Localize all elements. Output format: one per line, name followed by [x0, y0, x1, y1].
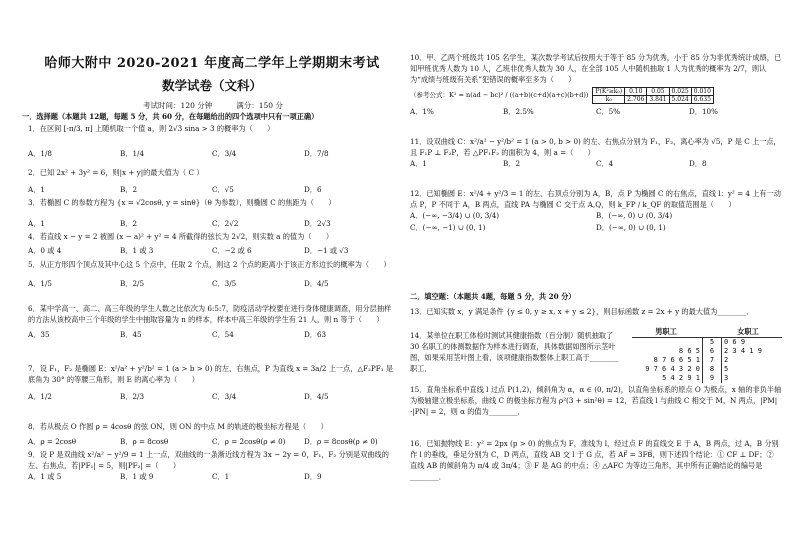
option-b[interactable]: B．1 或 3	[120, 246, 154, 255]
question-4	[28, 231, 396, 259]
male-leaves: 9 7 6 4 3 2 0	[645, 365, 700, 373]
option-b[interactable]: B．2.5%	[503, 107, 534, 116]
full-score: 满分：150 分	[236, 101, 283, 110]
option-c[interactable]: C．5%	[596, 107, 621, 116]
female-leaves: 2	[724, 356, 729, 364]
exam-subtitle: 数学试卷（文科）	[161, 78, 262, 93]
option-a[interactable]: A．(−∞, −3/4) ∪ (0, 3/4)	[410, 211, 500, 220]
table-row	[632, 338, 782, 348]
question-10	[410, 52, 782, 117]
option-b[interactable]: B．2/3	[120, 392, 145, 401]
option-d[interactable]: D．9	[304, 472, 322, 481]
question-12	[410, 188, 782, 234]
table-row	[593, 96, 713, 104]
option-a[interactable]: A．1 或 5	[28, 472, 62, 481]
question-stem: 2．已知 2x² + 3y² = 6，则|x + y|的最大值为（ C ）	[28, 168, 204, 177]
question-stem: 10．甲、乙两个班级共 105 名学生，某次数学考试后按照大于等于 85 分为优秀，小于 85 分为非优秀统计成绩，已知甲班优秀人数为 10 人，乙班非优秀人数为 30 人，在全部 105 人中随机抽取 1 人为优秀的概率为 2/7，则认为“成绩与班级有关系”犯错误的概率至多为（ ）	[410, 53, 782, 84]
table-cell: 0.025	[669, 88, 691, 96]
stem-leaf-headers	[632, 326, 782, 337]
female-leaves: 0 6 9	[724, 338, 746, 346]
table-cell: 0.10	[625, 88, 647, 96]
option-c[interactable]: C．3/4	[212, 149, 237, 158]
option-b[interactable]: B．(−∞, 0) ∪ (0, 3/4)	[596, 211, 673, 220]
stem-leaf-table	[632, 337, 782, 383]
question-stem: 8．若从极点 O 作圆 ρ = 4cosθ 的弦 ON，则 ON 的中点 M 的轨迹的极坐标方程是（ ）	[28, 422, 328, 431]
question-options	[410, 158, 782, 169]
option-b[interactable]: B．2	[120, 219, 138, 228]
question-15: 15．直角坐标系中直线 l 过点 P(1,2)，倾斜角为 α，α ∈ (0, π/2)，以直角坐标系的原点 O 为极点，x 轴的非负半轴为极轴建立极坐标系，曲线 C 的极坐标方程为 ρ²(3 + sin²θ) = 12，若直线 l 与曲线 C 相交于 M，N 两点，|PM|·|PN| = 2，则 α 的值为________．	[410, 385, 782, 416]
option-c[interactable]: C．54	[212, 330, 234, 339]
option-a[interactable]: A．1%	[410, 107, 434, 116]
male-leaves: 8 6 5	[678, 347, 700, 355]
option-d[interactable]: D．4/5	[304, 392, 329, 401]
question-list-left	[28, 123, 396, 495]
option-a[interactable]: A．0 或 4	[28, 246, 62, 255]
option-b[interactable]: B．1/4	[120, 149, 145, 158]
option-b[interactable]: B．1 或 9	[120, 472, 154, 481]
question-9	[28, 449, 396, 495]
option-d[interactable]: D．ρ = 8cosθ(ρ ≠ 0)	[304, 437, 378, 446]
male-leaves: 8 7 6 6 5 1	[653, 356, 700, 364]
option-c[interactable]: C．ρ = 2cosθ(ρ ≠ 0)	[212, 437, 286, 446]
female-leaves: 2 3 4 1 9	[724, 347, 762, 355]
male-header: 男职工	[655, 327, 677, 336]
option-c[interactable]: C．2√2	[212, 219, 239, 228]
question-options	[28, 184, 396, 195]
question-options	[28, 391, 396, 402]
section-2-heading: 二．填空题：（本题共 4题，每题 5 分，共 20 分）	[410, 292, 576, 301]
option-d[interactable]: D．7/8	[304, 149, 329, 158]
question-options	[410, 210, 782, 234]
option-b[interactable]: B．2	[120, 185, 138, 194]
option-a[interactable]: A．35	[28, 330, 50, 339]
stem: 9	[703, 374, 722, 383]
stem: 5	[703, 338, 722, 348]
question-6	[28, 303, 396, 363]
question-options	[28, 218, 396, 229]
question-options	[28, 245, 396, 256]
option-c[interactable]: C．−2 或 6	[212, 246, 252, 255]
table-row	[632, 374, 782, 383]
section-1-heading: 一．选择题（本题共 12题，每题 5 分，共 60 分，在每题给出的四个选项中只有一项正确）	[22, 112, 319, 121]
question-stem: 7．设 F₁，F₂ 是椭圆 E：x²/a² + y²/b² = 1 (a > b > 0) 的左、右焦点，P 为直线 x = 3a/2 上一点，△F₂PF₁ 是底角为 30° 的等腰三角形，则 E 的离心率为（ ）	[28, 364, 394, 384]
option-d[interactable]: D．2√3	[304, 219, 331, 228]
option-a[interactable]: A．1/5	[28, 279, 52, 288]
option-b[interactable]: B．2	[503, 159, 521, 168]
question-14: 14．某单位在职工体检时测试其健康指数（百分制）随机抽取了 30 名职工的体测数据作为样本进行调查，具体数据如图所示茎叶图，如果采用茎叶图上看，该项健康指数整体上职工高于________职工．	[410, 331, 619, 373]
option-d[interactable]: D．8	[689, 159, 707, 168]
formula-label: （参考公式：K² = n(ad − bc)² / ((a+b)(c+d)(a+c)(b+d))	[410, 91, 589, 99]
question-8	[28, 421, 396, 449]
table-cell: 0.010	[691, 88, 713, 96]
question-7	[28, 363, 396, 421]
question-stem: 6．某中学高一、高二、高三年级的学生人数之比依次为 6:5:7，防疫活动学校要在进行身体健康调查，用分层抽样的方法从该校高中三个年级的学生中抽取容量为 n 的样本，样本中高三年级的学生有 21 人，则 n 等于（ ）	[28, 304, 392, 324]
option-a[interactable]: A．1	[28, 185, 45, 194]
exam-meta	[88, 100, 338, 111]
option-c[interactable]: C．(−∞, −1) ∪ (0, 1)	[410, 223, 486, 232]
exam-time: 考试时间：120 分钟	[143, 101, 213, 110]
table-cell: 5.024	[669, 96, 691, 104]
option-c[interactable]: C．3/5	[212, 279, 237, 288]
table-cell: P(K²≥k₀)	[593, 88, 625, 96]
option-a[interactable]: A．1/2	[28, 392, 52, 401]
table-cell: 0.05	[647, 88, 669, 96]
stem-leaf-plot	[632, 326, 782, 383]
option-b[interactable]: B．45	[120, 330, 142, 339]
stem: 8	[703, 365, 722, 374]
option-c[interactable]: C．3/4	[212, 392, 237, 401]
option-c[interactable]: C．1	[212, 472, 230, 481]
question-5	[28, 259, 396, 303]
option-d[interactable]: D．10%	[689, 107, 718, 116]
question-stem: 12．已知椭圆 E：x²/4 + y²/3 = 1 的左、右顶点分别为 A，B，点 P 为椭圆 C 的右焦点，直线 l：y² = 4 上有一动点 P，P 不同于 A，B 两点，直线 PA 与椭圆 C 交于点 A,Q，则 k_FP / k_QF 的取值范围是（ ）	[410, 189, 781, 209]
question-options	[28, 471, 396, 482]
question-stem: 1．在区间 [-π/3, π] 上随机取一个值 a，则 2√3 sina > 3 的概率为（ ）	[28, 124, 275, 133]
table-cell: 6.635	[691, 96, 713, 104]
question-11	[410, 136, 782, 169]
option-d[interactable]: D．−1 或 √3	[304, 246, 349, 255]
stem: 6	[703, 347, 722, 356]
option-d[interactable]: D．6	[304, 185, 322, 194]
option-a[interactable]: A．1	[28, 219, 45, 228]
table-cell: k₀	[593, 96, 625, 104]
question-options	[28, 329, 396, 340]
option-d[interactable]: D．4/5	[304, 279, 329, 288]
question-options	[28, 436, 396, 447]
reference-formula	[410, 87, 782, 104]
stem: 7	[703, 356, 722, 365]
table-cell: 2.706	[625, 96, 647, 104]
exam-title: 哈师大附中 2020-2021 年度高二学年上学期期末考试	[44, 56, 380, 71]
question-stem: 11．设双曲线 C：x²/a² − y²/b² = 1 (a > 0, b > 0) 的左、右焦点分别为 F₁，F₂，离心率为 √5，P 是 C 上一点，且 F₁P ⊥ F₂P，若 △PF₁F₂ 的面积为 4，则 a =（ ）	[410, 137, 781, 157]
option-b[interactable]: B．ρ = 8cosθ	[120, 437, 169, 446]
option-a[interactable]: A．1	[410, 159, 427, 168]
question-stem: 3．若椭圆 C 的参数方程为 {x = √2cosθ, y = sinθ}（θ 为参数），则椭圆 C 的焦距为（ ）	[28, 198, 336, 207]
table-row	[593, 88, 713, 96]
question-options	[28, 148, 396, 159]
female-leaves: 3	[724, 374, 729, 382]
option-d[interactable]: D．(−∞, 0) ∪ (0, 1)	[596, 223, 666, 232]
table-row	[632, 347, 782, 356]
table-row	[632, 365, 782, 374]
male-leaves	[632, 338, 703, 348]
question-stem: 9．设 P 是双曲线 x²/a² − y²/9 = 1 上一点，双曲线的一条渐近线方程为 3x − 2y = 0，F₁，F₂ 分别是双曲线的左、右焦点，若|PF₁| = 5，则|PF₂| =（ ）	[28, 450, 389, 470]
question-options	[28, 278, 396, 289]
male-leaves: 5 4 2 9 1	[662, 374, 700, 382]
question-2	[28, 167, 396, 197]
question-16: 16．已知抛物线 E：y² = 2px (p > 0) 的焦点为 F，准线为 l，经过点 F 的直线交 E 于 A，B 两点，过 A，B 分别作 l 的垂线，垂足分别为 C，D 两点，直线 AB 交 l 于 G 点，若 AF⃗ = 3FB⃗，则下述四个结论：① CF ⊥ DF；② 直线 AB 的倾斜角为 π/4 或 3π/4；③ F 是 AG 的中点；④ △AFC 为等边三角形，其中所有正确结论的编号是________．	[410, 439, 779, 481]
question-13: 13．已知实数 x，y 满足条件 {y ≤ 0, y ≥ x, x + y ≤ 2}，则目标函数 z = 2x + y 的最大值为________．	[410, 307, 754, 316]
option-a[interactable]: A．1/8	[28, 149, 52, 158]
option-d[interactable]: D．63	[304, 330, 327, 339]
table-cell: 3.841	[647, 96, 669, 104]
option-c[interactable]: C．4	[596, 159, 614, 168]
question-1	[28, 123, 396, 167]
female-leaves: 5	[724, 365, 729, 373]
option-a[interactable]: A．ρ = 2cosθ	[28, 437, 77, 446]
question-stem: 4．若直线 x − y = 2 被圆 (x − a)² + y² = 4 所截得的弦长为 2√2，则实数 a 的值为（ ）	[28, 232, 334, 241]
option-b[interactable]: B．2/5	[120, 279, 145, 288]
option-c[interactable]: C．√5	[212, 185, 234, 194]
reference-table	[592, 87, 713, 104]
question-3	[28, 197, 396, 231]
table-row	[632, 356, 782, 365]
question-options	[410, 106, 782, 117]
female-header: 女职工	[737, 327, 759, 336]
question-stem: 5．从正方形四个顶点及其中心这 5 个点中，任取 2 个点，则这 2 个点的距离小于该正方形边长的概率为（ ）	[28, 260, 391, 269]
